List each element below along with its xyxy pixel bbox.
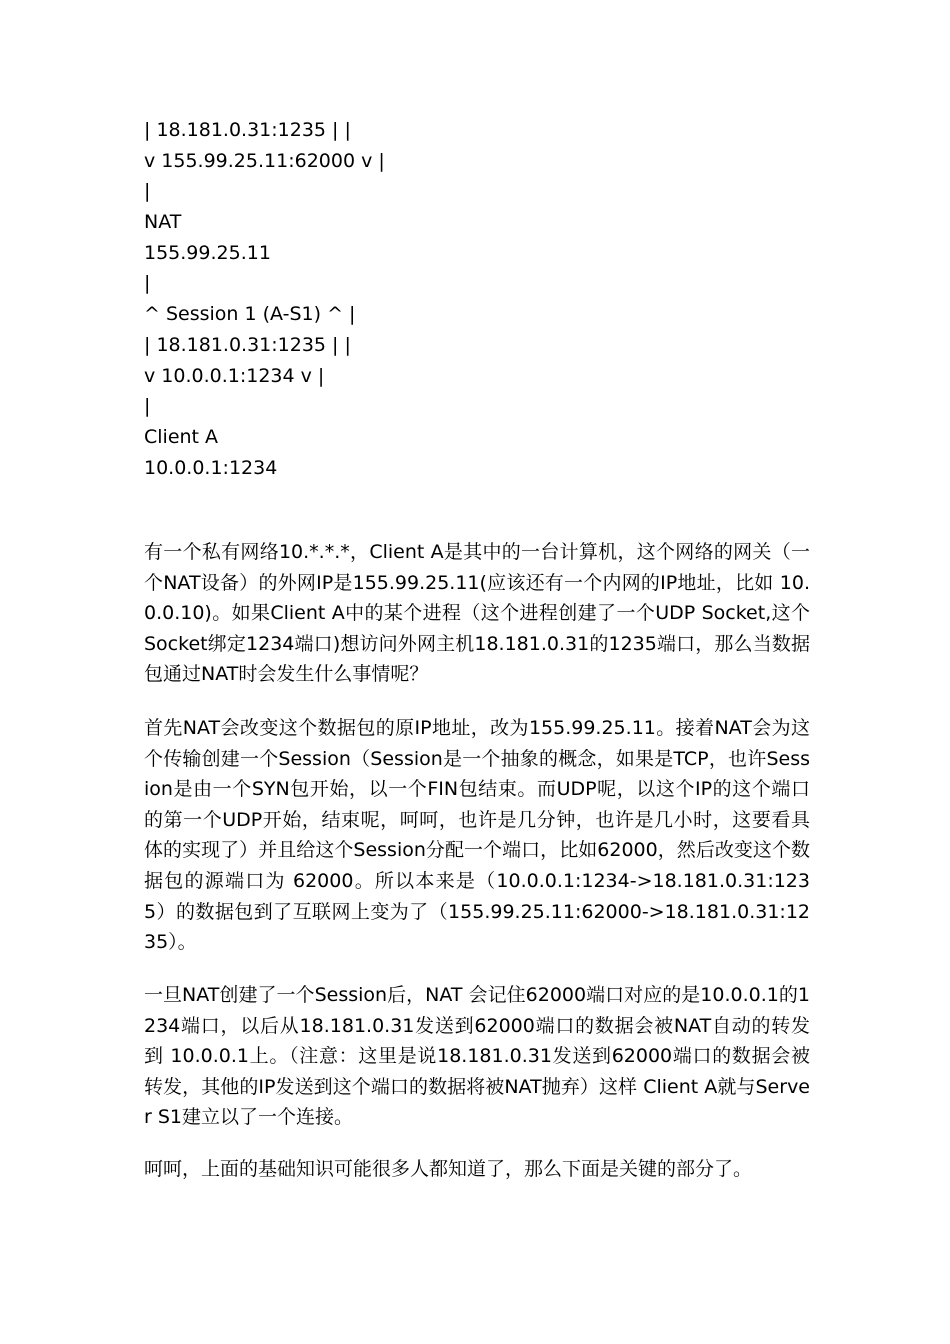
paragraph-transition: 呵呵，上面的基础知识可能很多人都知道了，那么下面是关键的部分了。 (144, 1158, 753, 1180)
diagram-line: 10.0.0.1:1234 (144, 456, 278, 479)
diagram-line: | 18.181.0.31:1235 | | (144, 119, 351, 141)
diagram-line: | (144, 272, 151, 295)
diagram-line: | (144, 395, 151, 418)
diagram-line: | (144, 180, 151, 203)
diagram-line: v 10.0.0.1:1234 v | (144, 364, 325, 387)
diagram-line: | 18.181.0.31:1235 | | (144, 333, 351, 356)
diagram-line: NAT (144, 211, 182, 234)
diagram-line: 155.99.25.11 (144, 241, 271, 264)
paragraph-private-network: 有一个私有网络10.*.*.*，Client A是其中的一台计算机，这个网络的网关（一个NAT设备）的外网IP是155.99.25.11(应该还有一个内网的IP地址，比如 10.0.0.10)。如果Client A中的某个进程（这个进程创建了一个UDP Socket,这个Socket绑定1234端口)想访问外网主机18.181.0.31的1235端口，那么当数据包通过NAT时会发生什么事情呢？ (144, 541, 810, 686)
diagram-line: Client A (144, 425, 219, 448)
paragraph-nat-session: 首先NAT会改变这个数据包的原IP地址，改为155.99.25.11。接着NAT会为这个传输创建一个Session（Session是一个抽象的概念，如果是TCP，也许Session是由一个SYN包开始，以一个FIN包结束。而UDP呢，以这个IP的这个端口的第一个UDP开始，结束呢，呵呵，也许是几分钟，也许是几小时，这要看具体的实现了）并且给这个Session分配一个端口，比如62000，然后改变这个数据包的源端口为 62000。所以本来是（10.0.0.1:1234->18.181.0.31:1235）的数据包到了互联网上变为了（155.99.25.11:62000->18.181.0.31:1235）。 (144, 717, 810, 954)
diagram-line: ^ Session 1 (A-S1) ^ | (144, 303, 356, 326)
diagram-line: v 155.99.25.11:62000 v | (144, 149, 385, 172)
nat-ascii-diagram (144, 115, 804, 483)
paragraph-port-mapping: 一旦NAT创建了一个Session后，NAT 会记住62000端口对应的是10.0.0.1的1234端口，以后从18.181.0.31发送到62000端口的数据会被NAT自动的转发到 10.0.0.1上。（注意：这里是说18.181.0.31发送到62000端口的数据会被转发，其他的IP发送到这个端口的数据将被NAT抛弃）这样 Client A就与Server S1建立以了一个连接。 (144, 984, 810, 1129)
